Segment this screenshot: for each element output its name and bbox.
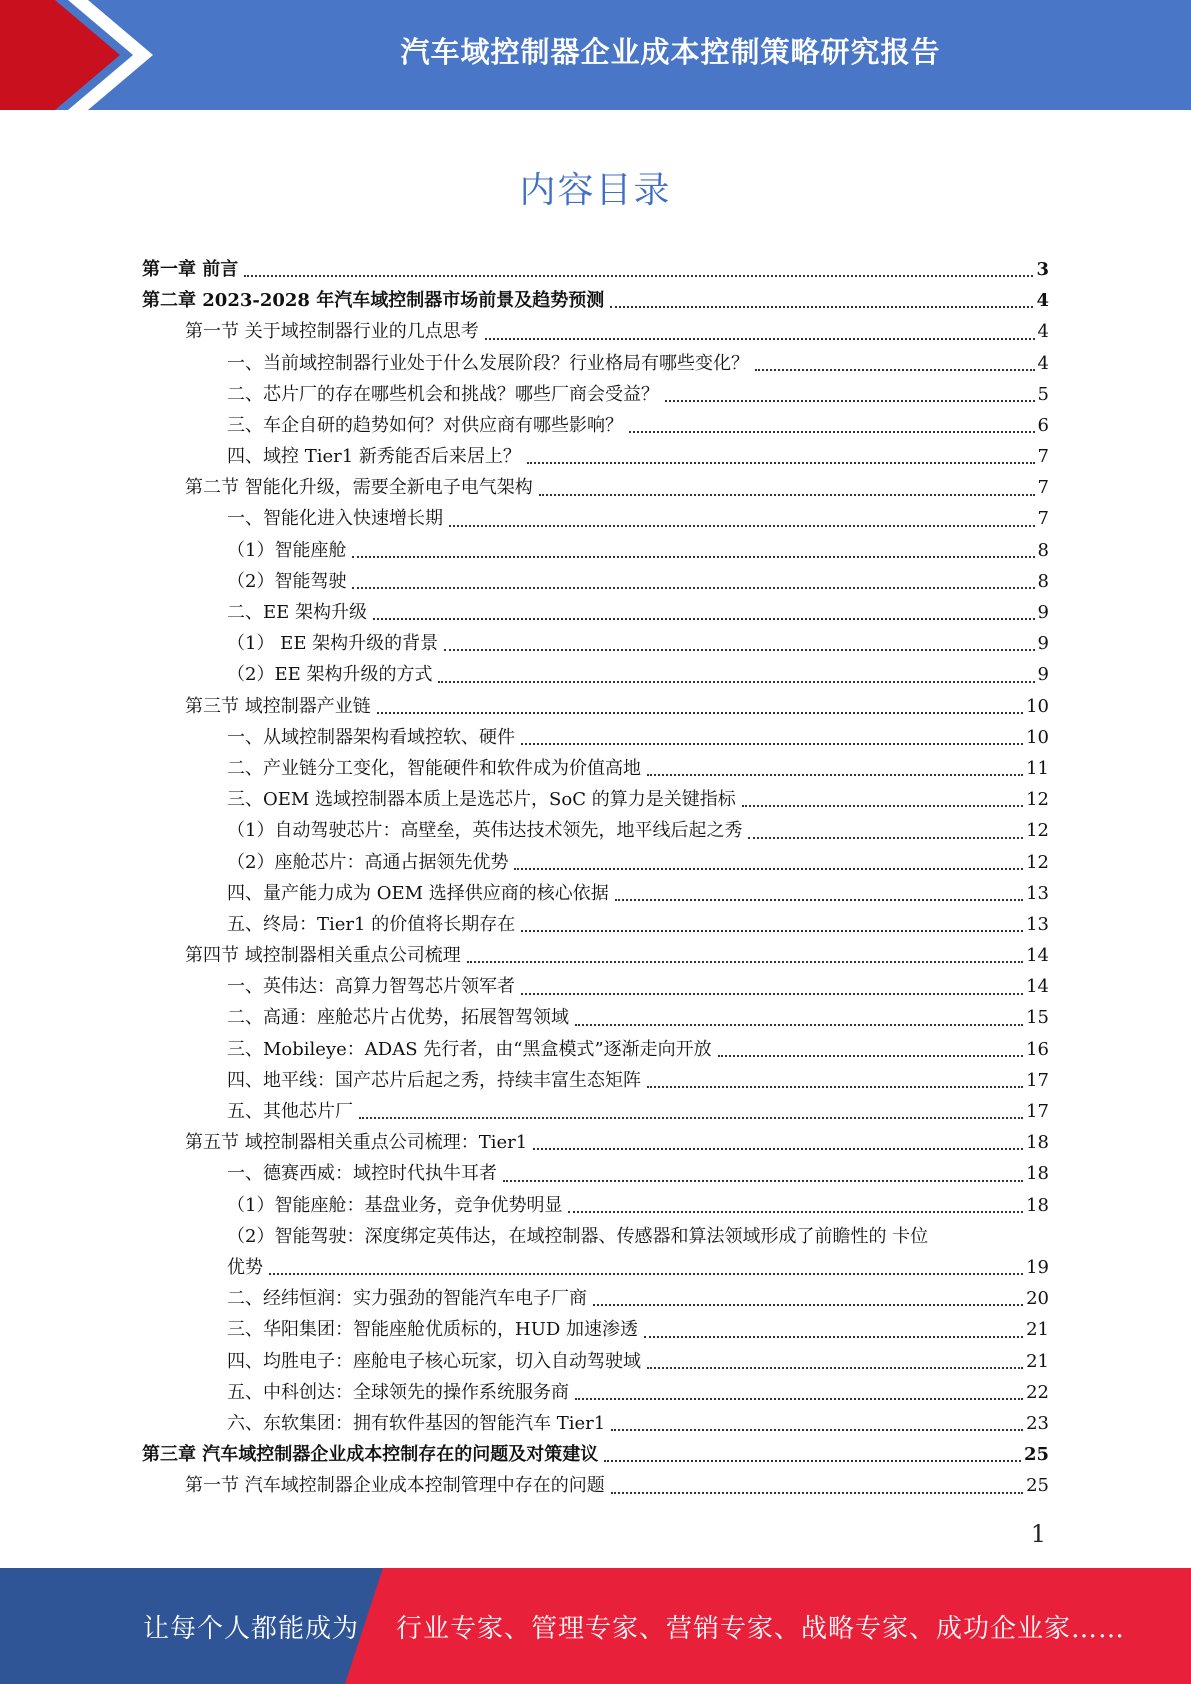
toc-page-number: 19 <box>1026 1257 1049 1278</box>
toc-row[interactable] <box>142 597 1049 628</box>
toc-entry-title: 第四节 域控制器相关重点公司梳理 <box>185 945 461 967</box>
toc-row[interactable] <box>142 472 1049 503</box>
toc-page-number: 20 <box>1026 1288 1049 1310</box>
dot-leader <box>629 431 1035 433</box>
dot-leader <box>611 1492 1023 1494</box>
toc-entry-title: 第二节 智能化升级，需要全新电子电气架构 <box>185 477 533 499</box>
toc-entry-title: （2）智能驾驶 <box>227 570 347 592</box>
toc-page-number: 18 <box>1026 1194 1049 1216</box>
toc-entry-title: 一、当前域控制器行业处于什么发展阶段？行业格局有哪些变化？ <box>227 352 749 374</box>
toc-page-number: 9 <box>1037 633 1049 655</box>
toc-entry-title: 第五节 域控制器相关重点公司梳理：Tier1 <box>185 1132 528 1154</box>
toc-entry-title: 第二章 2023-2028 年汽车域控制器市场前景及趋势预测 <box>142 290 605 312</box>
toc-heading: 内容目录 <box>519 170 672 211</box>
toc-row[interactable] <box>142 878 1049 909</box>
toc-entry-title: 三、OEM 选域控制器本质上是选芯片，SoC 的算力是关键指标 <box>227 789 736 811</box>
dot-leader <box>533 1148 1023 1150</box>
dot-leader <box>377 712 1023 714</box>
toc-row[interactable] <box>142 566 1049 597</box>
footer-slogan-right: 行业专家、管理专家、营销专家、战略专家、成功企业家…… <box>396 1613 1126 1644</box>
toc-row[interactable] <box>142 504 1049 535</box>
toc-entry-title: 五、中科创达：全球领先的操作系统服务商 <box>227 1381 569 1403</box>
arrow-decoration-icon <box>0 0 160 110</box>
dot-leader <box>604 1460 1021 1462</box>
footer-slogan-left: 让每个人都能成为 <box>143 1613 360 1644</box>
toc-page-number: 4 <box>1037 321 1049 343</box>
dot-leader <box>647 1367 1023 1369</box>
toc-row[interactable] <box>142 691 1049 722</box>
toc-page-number: 13 <box>1026 882 1049 904</box>
toc-entry-title: （2）座舱芯片：高通占据领先优势 <box>227 851 509 873</box>
toc-page-number: 7 <box>1037 508 1049 530</box>
dot-leader <box>521 743 1023 745</box>
toc-row[interactable] <box>142 285 1049 316</box>
toc-row[interactable] <box>142 1470 1049 1501</box>
toc-page-number: 5 <box>1037 383 1049 405</box>
toc-page-number: 23 <box>1026 1412 1049 1434</box>
toc-page-number: 3 <box>1036 258 1049 280</box>
toc-entry-title: 五、其他芯片厂 <box>227 1101 353 1123</box>
toc-row[interactable] <box>142 1346 1049 1377</box>
toc-entry-title: 第一节 关于域控制器行业的几点思考 <box>185 321 479 343</box>
toc-page-number: 21 <box>1026 1319 1049 1341</box>
toc-entry-title: 四、地平线：国产芯片后起之秀，持续丰富生态矩阵 <box>227 1069 641 1091</box>
toc-entry-title: 一、德赛西威：域控时代执牛耳者 <box>227 1163 497 1185</box>
dot-leader <box>615 899 1023 901</box>
toc-entry-title: 二、产业链分工变化，智能硬件和软件成为价值高地 <box>227 757 641 779</box>
toc-page-number: 7 <box>1037 477 1049 499</box>
toc-page-number: 15 <box>1026 1007 1049 1029</box>
toc-row[interactable] <box>142 1283 1049 1314</box>
toc-entry-title: 三、华阳集团：智能座舱优质标的，HUD 加速渗透 <box>227 1319 639 1341</box>
dot-leader <box>527 462 1035 464</box>
dot-leader <box>352 587 1034 589</box>
toc-page-number: 12 <box>1026 789 1049 811</box>
toc-row[interactable] <box>142 348 1049 379</box>
toc-page-number: 18 <box>1026 1163 1049 1185</box>
dot-leader <box>244 275 1033 277</box>
toc-row[interactable] <box>142 1221 1049 1283</box>
toc-page-number: 17 <box>1026 1101 1049 1123</box>
dot-leader <box>644 1336 1023 1338</box>
toc-page-number: 16 <box>1026 1038 1049 1060</box>
toc-entry-title: 二、芯片厂的存在哪些机会和挑战？哪些厂商会受益？ <box>227 383 659 405</box>
dot-leader <box>438 681 1034 683</box>
toc-entry-title: （1）智能座舱：基盘业务，竞争优势明显 <box>227 1194 563 1216</box>
toc-page-number: 14 <box>1026 976 1049 998</box>
report-title: 汽车域控制器企业成本控制策略研究报告 <box>400 34 941 69</box>
toc-page-number: 8 <box>1037 539 1049 561</box>
toc-row[interactable] <box>142 1096 1049 1127</box>
toc-entry-title: 三、车企自研的趋势如何？对供应商有哪些影响？ <box>227 414 623 436</box>
dot-leader <box>449 525 1035 527</box>
toc-page-number: 6 <box>1037 414 1049 436</box>
dot-leader <box>485 338 1035 340</box>
toc-page-number: 25 <box>1026 1475 1049 1497</box>
toc-entry-title: （1）智能座舱 <box>227 539 347 561</box>
dot-leader <box>718 1055 1023 1057</box>
toc-entry-title-continued: 优势 <box>227 1257 263 1278</box>
toc-row[interactable] <box>142 847 1049 878</box>
toc-row[interactable] <box>142 628 1049 659</box>
toc-row[interactable] <box>142 1377 1049 1408</box>
toc-page-number: 8 <box>1037 570 1049 592</box>
dot-leader <box>503 1180 1023 1182</box>
dot-leader <box>755 369 1035 371</box>
toc-entry-title: 一、智能化进入快速增长期 <box>227 508 443 530</box>
toc-entry-title: （2）智能驾驶：深度绑定英伟达，在域控制器、传感器和算法领域形成了前瞻性的 卡位 <box>227 1225 929 1247</box>
toc-page-number: 12 <box>1026 851 1049 873</box>
dot-leader <box>539 494 1035 496</box>
toc-page-number: 9 <box>1037 602 1049 624</box>
dot-leader <box>568 1211 1023 1213</box>
toc-entry-title: 第三章 汽车域控制器企业成本控制存在的问题及对策建议 <box>142 1444 599 1466</box>
toc-entry-title: 二、高通：座舱芯片占优势，拓展智驾领域 <box>227 1007 569 1029</box>
toc-entry-title: 二、经纬恒润：实力强劲的智能汽车电子厂商 <box>227 1288 587 1310</box>
dot-leader <box>514 868 1023 870</box>
toc-entry-title: （2）EE 架构升级的方式 <box>227 664 433 686</box>
dot-leader <box>444 649 1034 651</box>
toc-page-number: 25 <box>1023 1444 1049 1466</box>
dot-leader <box>373 618 1035 620</box>
toc-row[interactable] <box>142 535 1049 566</box>
toc-row[interactable] <box>142 1190 1049 1221</box>
toc-page-number: 10 <box>1026 726 1049 748</box>
toc-row[interactable] <box>142 659 1049 690</box>
toc-entry-title: 第一节 汽车域控制器企业成本控制管理中存在的问题 <box>185 1475 605 1497</box>
dot-leader <box>647 774 1023 776</box>
toc-entry-title: 三、Mobileye：ADAS 先行者，由“黑盒模式”逐渐走向开放 <box>227 1038 712 1060</box>
table-of-contents <box>142 254 1049 1502</box>
toc-row[interactable] <box>142 441 1049 472</box>
dot-leader <box>521 993 1023 995</box>
dot-leader <box>359 1117 1023 1119</box>
toc-entry-title: 第一章 前言 <box>142 258 239 280</box>
toc-entry-title: 六、东软集团：拥有软件基因的智能汽车 Tier1 <box>227 1412 606 1434</box>
toc-row[interactable] <box>142 1065 1049 1096</box>
toc-page-number: 22 <box>1026 1381 1049 1403</box>
toc-row[interactable] <box>142 1158 1049 1189</box>
toc-entry-title: 四、均胜电子：座舱电子核心玩家，切入自动驾驶域 <box>227 1350 641 1372</box>
toc-entry-title: 一、从域控制器架构看域控软、硬件 <box>227 726 515 748</box>
dot-leader <box>748 837 1023 839</box>
toc-row[interactable] <box>142 815 1049 846</box>
toc-row[interactable] <box>142 753 1049 784</box>
toc-row[interactable] <box>142 316 1049 347</box>
toc-page-number: 7 <box>1037 446 1049 468</box>
toc-entry-title: 四、量产能力成为 OEM 选择供应商的核心依据 <box>227 882 609 904</box>
toc-row[interactable] <box>142 254 1049 285</box>
dot-leader <box>352 556 1034 558</box>
toc-entry-title: （1）自动驾驶芯片：高壁垒，英伟达技术领先，地平线后起之秀 <box>227 820 743 842</box>
toc-page-number: 21 <box>1026 1350 1049 1372</box>
toc-row[interactable] <box>142 1314 1049 1345</box>
toc-row[interactable] <box>142 971 1049 1002</box>
toc-row[interactable] <box>142 1127 1049 1158</box>
dot-leader <box>521 930 1023 932</box>
toc-entry-title: 二、EE 架构升级 <box>227 602 368 624</box>
toc-page-number: 10 <box>1026 695 1049 717</box>
dot-leader <box>467 961 1023 963</box>
dot-leader <box>610 306 1033 308</box>
dot-leader <box>742 805 1023 807</box>
toc-page-number: 13 <box>1026 913 1049 935</box>
toc-row[interactable] <box>142 379 1049 410</box>
toc-row[interactable] <box>142 1034 1049 1065</box>
dot-leader <box>593 1304 1023 1306</box>
dot-leader <box>665 400 1035 402</box>
dot-leader <box>575 1398 1023 1400</box>
toc-entry-title: 四、域控 Tier1 新秀能否后来居上？ <box>227 446 521 468</box>
toc-page-number: 14 <box>1026 945 1049 967</box>
toc-entry-title: （1） EE 架构升级的背景 <box>227 633 439 655</box>
toc-page-number: 18 <box>1026 1132 1049 1154</box>
toc-row[interactable] <box>142 909 1049 940</box>
toc-page-number: 17 <box>1026 1069 1049 1091</box>
page-number: 1 <box>1030 1520 1046 1548</box>
dot-leader <box>575 1024 1023 1026</box>
toc-row[interactable] <box>142 940 1049 971</box>
toc-row[interactable] <box>142 1003 1049 1034</box>
toc-row[interactable] <box>142 410 1049 441</box>
toc-page-number: 11 <box>1026 757 1049 779</box>
dot-leader <box>611 1429 1023 1431</box>
toc-row[interactable] <box>142 1408 1049 1439</box>
dot-leader <box>647 1086 1023 1088</box>
toc-entry-title: 第三节 域控制器产业链 <box>185 695 371 717</box>
toc-row[interactable] <box>142 722 1049 753</box>
dot-leader <box>269 1273 1023 1275</box>
header-banner <box>0 0 1191 110</box>
toc-entry-title: 一、英伟达：高算力智驾芯片领军者 <box>227 976 515 998</box>
toc-entry-title: 五、终局：Tier1 的价值将长期存在 <box>227 913 516 935</box>
toc-page-number: 12 <box>1026 820 1049 842</box>
toc-row[interactable] <box>142 1439 1049 1470</box>
toc-row[interactable] <box>142 784 1049 815</box>
toc-page-number: 9 <box>1037 664 1049 686</box>
toc-page-number: 4 <box>1036 290 1049 312</box>
footer-banner <box>0 1568 1191 1684</box>
toc-page-number: 4 <box>1037 352 1049 374</box>
